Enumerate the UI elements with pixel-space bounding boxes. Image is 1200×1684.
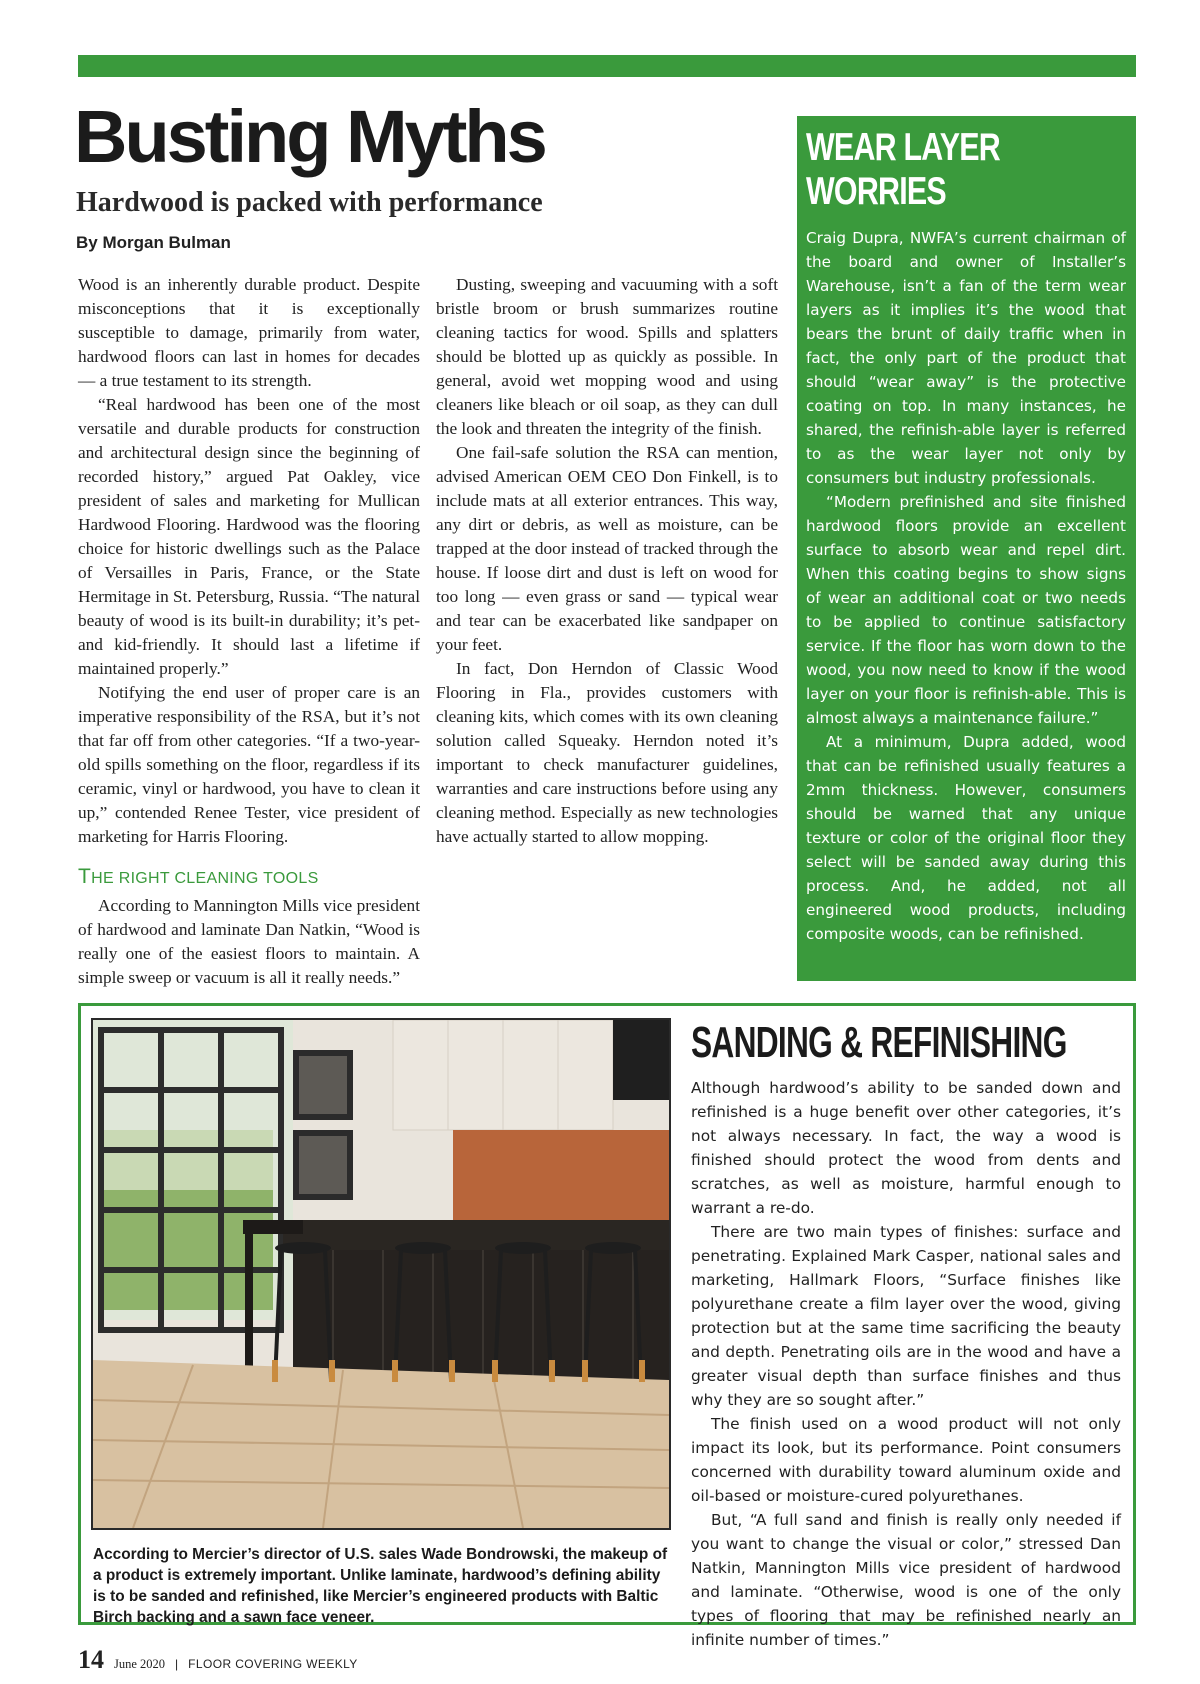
subhead-rest: HE RIGHT CLEANING TOOLS (91, 870, 319, 887)
section-subhead: THE RIGHT CLEANING TOOLS (78, 865, 319, 888)
sanding-paragraph: There are two main types of finishes: surface and penetrating. Explained Mark Casper, national sales and marketing, Hallmark Floors, “Surface finishes like polyurethane create a film layer over the wood, giving protection but at the same time sacrificing the beauty and depth. Penetrating oils are in the wood and have a greater visual depth than surface finishes and thus why they are so sought after.” (691, 1223, 1121, 1409)
page-number: 14 (78, 1645, 104, 1674)
sanding-paragraph: Although hardwood’s ability to be sanded down and refinished is a huge benefit over other categories, it’s not always necessary. In fact, the way a wood is finished should protect the wood from dents and scratches, as well as moisture, harmful enough to warrant a re-do. (691, 1079, 1121, 1217)
paragraph: One fail-safe solution the RSA can mention, advised American OEM CEO Don Finkell, is to include mats at all exterior entrances. This way, any dirt or debris, as well as moisture, can be trapped at the door instead of tracked through the house. If loose dirt and dust is left on wood for too long — even grass or sand — typical wear and tear can be exacerbated like sandpaper on your feet. (436, 443, 778, 654)
paragraph: According to Mannington Mills vice president of hardwood and laminate Dan Natkin, “Wood is really one of the easiest floors to maintain. A simple sweep or vacuum is all it really needs.” (78, 896, 420, 987)
byline: By Morgan Bulman (76, 233, 231, 252)
sidebar-body (806, 226, 1126, 946)
kitchen-illustration (93, 1020, 669, 1528)
footer-separator: | (175, 1657, 179, 1671)
sanding-paragraph: But, “A full sand and finish is really only needed if you want to change the visual or color,” stressed Dan Natkin, Mannington Mills vice president of hardwood and laminate. “Otherwise, wood is one of the only types of flooring that may be refinished nearly an infinite number of times.” (691, 1511, 1121, 1649)
top-accent-bar (78, 55, 1136, 77)
article-title: Busting Myths (74, 95, 545, 178)
photo-caption: According to Mercier’s director of U.S. sales Wade Bondrowski, the makeup of a product is extremely important. Unlike laminate, hardwood’s defining ability is to be sanded and refinished, like Mercier’s engineered products with Baltic Birch backing and a sawn face veneer. (93, 1546, 668, 1626)
sidebar-paragraph: Craig Dupra, NWFA’s current chairman of the board and owner of Installer’s Warehouse, isn’t a fan of the term wear layers as it implies it’s the wood that bears the brunt of daily traffic when in fact, the only part of the product that should “wear away” is the protective coating on top. In many instances, he shared, the refinish-able layer is referred to as the wear layer not only by consumers but industry professionals. (806, 229, 1126, 487)
article-column-1 (78, 273, 420, 990)
issue-date: June 2020 (114, 1657, 166, 1671)
sidebar-wear-layer (797, 116, 1136, 981)
sanding-section (691, 1018, 1121, 1652)
publication-name: FLOOR COVERING WEEKLY (188, 1657, 358, 1671)
paragraph: In fact, Don Herndon of Classic Wood Flooring in Fla., provides customers with cleaning kits, which comes with its own cleaning solution called Squeaky. Herndon noted it’s important to check manufacturer guidelines, warranties and care instructions before using any cleaning method. Especially as new technologies have actually started to allow mopping. (436, 659, 778, 846)
sanding-body (691, 1076, 1121, 1652)
sanding-paragraph: The finish used on a wood product will not only impact its look, but its performance. Point consumers concerned with durability toward aluminum oxide and oil-based or moisture-cured polyurethanes. (691, 1415, 1121, 1505)
page-footer (78, 1645, 358, 1675)
paragraph: Notifying the end user of proper care is an imperative responsibility of the RSA, but it’s not that far off from other categories. “If a two-year-old spills something on the floor, regardless if its ceramic, vinyl or hardwood, you have to clean it up,” contended Renee Tester, vice president of marketing for Harris Flooring. (78, 683, 420, 846)
sidebar-paragraph: At a minimum, Dupra added, wood that can be refinished usually features a 2mm thickness. However, consumers should be warned that any unique texture or color of the original floor they select will be sanded away during this process. And, he added, not all engineered wood products, including composite woods, can be refinished. (806, 733, 1126, 943)
article-column-2 (436, 273, 778, 849)
sanding-title: SANDING & REFINISHING (691, 1018, 1067, 1067)
sidebar-title: WEAR LAYER WORRIES (806, 126, 1000, 213)
paragraph: Wood is an inherently durable product. Despite misconceptions that it is exceptionally susceptible to damage, primarily from water, hardwood floors can last in homes for decades — a true testament to its strength. (78, 275, 420, 390)
article-subtitle: Hardwood is packed with performance (76, 187, 543, 218)
paragraph: “Real hardwood has been one of the most versatile and durable products for construction and architectural design since the beginning of recorded history,” argued Pat Oakley, vice president of sales and marketing for Mullican Hardwood Flooring. Hardwood was the flooring choice for historic dwellings such as the Palace of Versailles in Paris, France, or the State Hermitage in St. Petersburg, Russia. “The natural beauty of wood is its built-in durability; it’s pet- and kid-friendly. It should last a lifetime if maintained properly.” (78, 395, 420, 678)
paragraph: Dusting, sweeping and vacuuming with a soft bristle broom or brush summarizes routine cleaning tactics for wood. Spills and splatters should be blotted up as quickly as possible. In general, avoid wet mopping wood and using cleaners like bleach or oil soap, as they can dull the look and threaten the integrity of the finish. (436, 275, 778, 438)
kitchen-photo (91, 1018, 671, 1530)
sanding-feature-box (78, 1003, 1136, 1649)
sidebar-paragraph: “Modern prefinished and site finished hardwood floors provide an excellent surface to absorb wear and repel dirt. When this coating begins to show signs of wear an additional coat or two needs to be applied to continue satisfactory service. If the floor has worn down to the wood, you now need to know if the wood layer on your floor is refinish-able. This is almost always a maintenance failure.” (806, 493, 1126, 727)
